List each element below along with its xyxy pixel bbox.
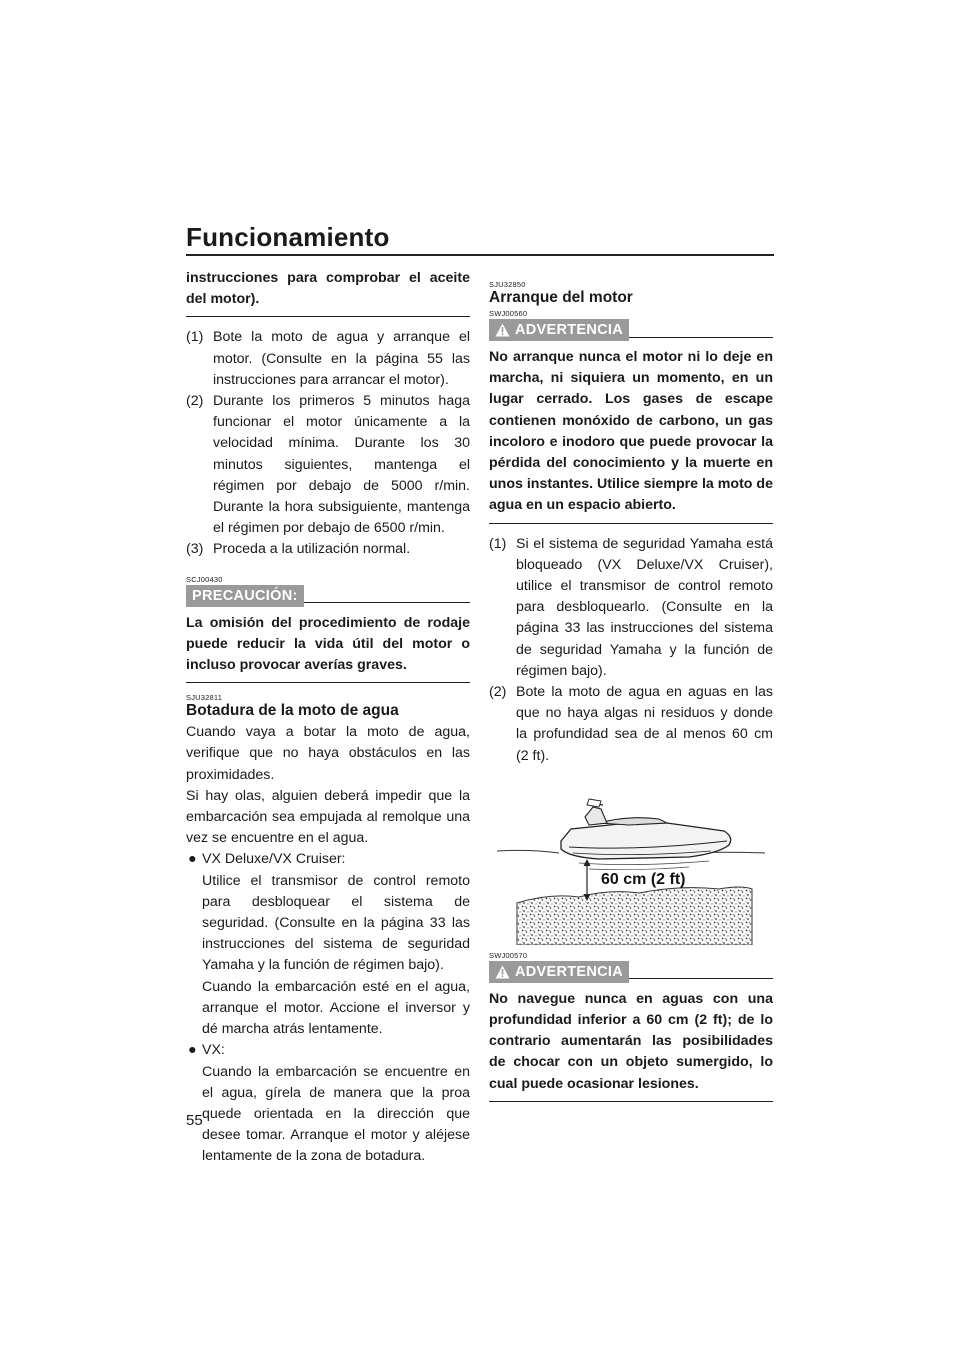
starting-steps [489,534,773,767]
divider [629,337,773,338]
caution-header [186,585,470,607]
page-title: Funcionamiento [186,222,390,252]
warning-label-box [489,961,629,983]
list-item [186,327,470,391]
break-in-steps [186,327,470,560]
step-number: (2) [186,393,204,410]
divider [489,1101,773,1102]
list-item [489,682,773,767]
paragraph: Cuando vaya a botar la moto de agua, verifique que no haya obstáculos en las proximidades. [186,724,470,783]
step-text: Durante los primeros 5 minutos haga funcionar el motor únicamente a la velocidad mínima. Durante los 30 minutos siguientes, mantenga el régimen por debajo de 5000 r/min. Durante la hora subsiguiente, mantenga el régimen por debajo de 6500 r/min. [213,393,470,537]
section-code: SJU32811 [186,693,223,703]
step-number: (2) [489,684,507,701]
bullet-text: Cuando la embarcación se encuentre en el agua, gírela de manera que la proa quede orientada en la dirección que desee tomar. Arranque el motor y aléjese lentamente de la zona de botadura. [202,1063,470,1165]
divider [304,602,470,603]
warning-code: SWJ00560 [489,309,528,318]
warning-triangle-icon [495,323,510,337]
list-item [186,1040,470,1167]
warning-triangle-icon [495,965,510,979]
paragraph: Si hay olas, alguien deberá impedir que la embarcación sea empujada al remolque una vez se encuentre en el agua. [186,787,470,847]
divider [186,682,470,683]
section-heading-starting: Arranque del motor [489,289,633,306]
step-text: Bote la moto de agua en aguas en las que no haya algas ni residuos y donde la profundidad sea de al menos 60 cm (2 ft). [516,684,773,764]
intro-bold-text: instrucciones para comprobar el aceite del motor). [186,270,470,308]
depth-label: 60 cm (2 ft) [601,870,686,888]
left-column [186,268,470,1168]
warning-label: ADVERTENCIA [515,963,624,980]
page-number: 55 [186,1112,203,1129]
warning-header [489,319,773,341]
section-heading-launching: Botadura de la moto de agua [186,702,399,720]
watercraft-depth-figure [489,793,773,945]
warning-text: No arranque nunca el motor ni lo deje en marcha, ni siquiera un momento, en un lugar cerrado. Los gases de escape contienen monóxido de carbono, un gas incoloro e inodoro que puede provocar la pérdida del conocimiento y la muerte en unos instantes. Utilice siempre la moto de agua en un espacio abierto. [489,349,773,514]
list-item [489,534,773,682]
bullet-marker: ● [188,851,197,868]
caution-text: La omisión del procedimiento de rodaje puede reducir la vida útil del motor o incluso provocar averías graves. [186,614,470,674]
caution-code: SCJ00430 [186,574,223,584]
section-code: SJU32850 [489,280,526,289]
step-text: Si el sistema de seguridad Yamaha está bloqueado (VX Deluxe/VX Cruiser), utilice el transmisor de control remoto para desbloquearlo. (Consulte en la página 33 las instrucciones del sistema de seguridad Yamaha y la función de régimen bajo). [516,535,773,679]
bullet-text: Cuando la embarcación esté en el agua, arranque el motor. Accione el inversor y dé marcha atrás lentamente. [202,978,470,1038]
step-number: (3) [186,541,204,558]
bullet-marker: ● [188,1042,197,1059]
bullet-text: Utilice el transmisor de control remoto para desbloquear el sistema de seguridad. (Consulte en la página 33 las instrucciones del sistema de seguridad Yamaha y la función de régimen bajo). [202,872,470,974]
divider [489,523,773,524]
step-text: Bote la moto de agua y arranque el motor. (Consulte en la página 55 las instrucciones para arrancar el motor). [213,329,470,388]
warning-label-box [489,319,629,341]
divider [629,978,773,979]
list-item [186,539,470,560]
step-number: (1) [186,329,204,346]
divider [186,316,470,317]
step-text: Proceda a la utilización normal. [213,541,411,558]
right-column [489,268,773,1112]
warning-label: ADVERTENCIA [515,322,624,338]
warning-text: No navegue nunca en aguas con una profundidad inferior a 60 cm (2 ft); de lo contrario aumentarán las posibilidades de chocar con un objeto sumergido, lo cual puede ocasionar lesiones. [489,990,773,1092]
title-rule [186,254,774,256]
depth-illustration [489,793,773,945]
step-number: (1) [489,535,507,552]
caution-label: PRECAUCIÓN: [186,585,304,607]
warning-code: SWJ00570 [489,950,528,960]
list-item [186,849,470,1040]
bullet-model: VX: [202,1042,225,1059]
list-item [186,391,470,539]
bullet-model: VX Deluxe/VX Cruiser: [202,851,346,868]
warning-header [489,961,773,983]
